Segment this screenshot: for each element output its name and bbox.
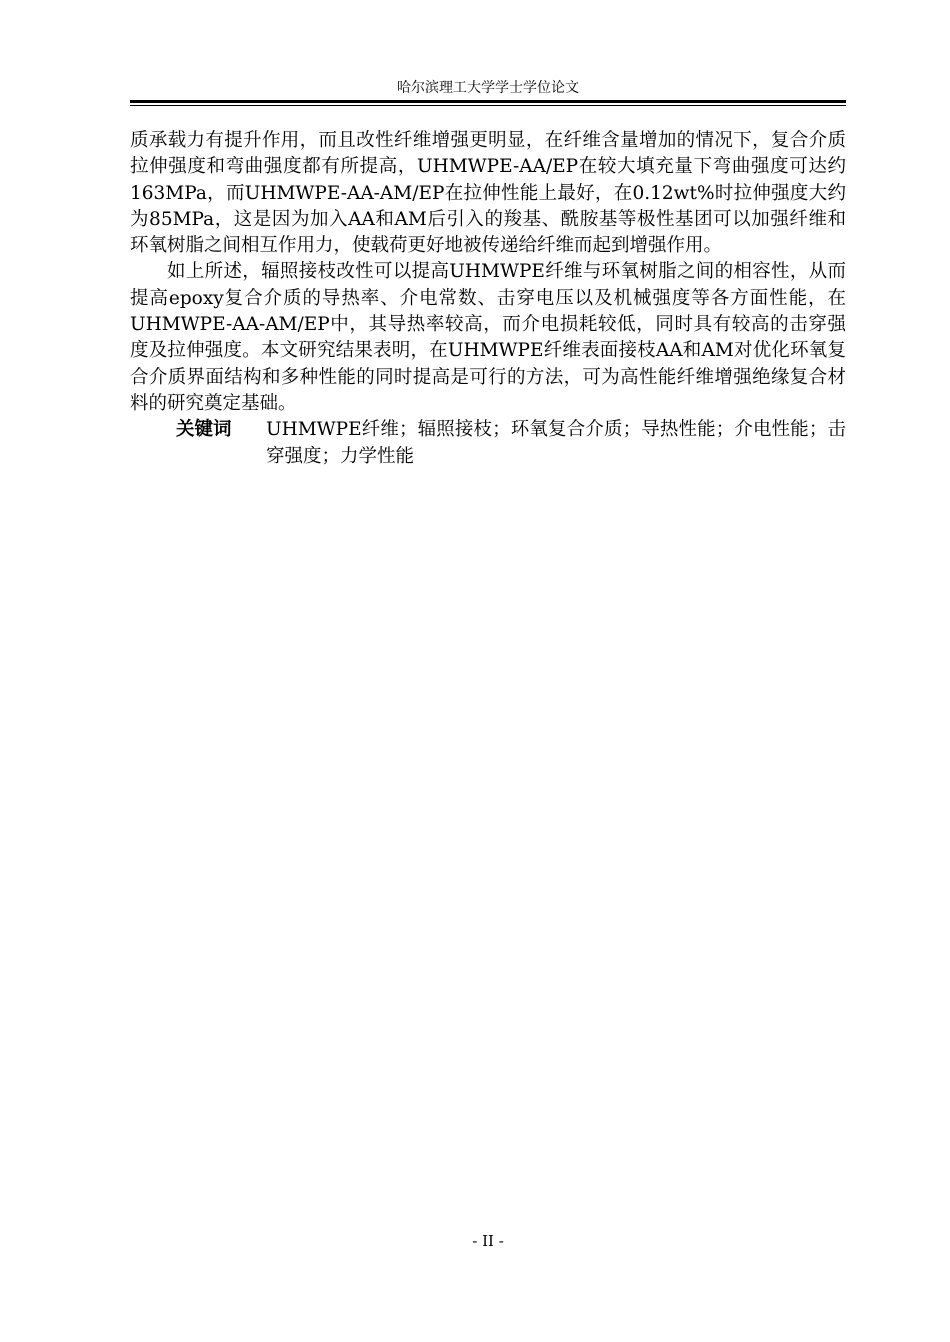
paragraph-conclusion: 如上所述，辐照接枝改性可以提高UHMWPE纤维与环氧树脂之间的相容性，从而提高epoxy复合介质的导热率、介电常数、击穿电压以及机械强度等各方面性能，在UHMWPE-AA-AM/EP中，其导热率较高，而介电损耗较低，同时具有较高的击穿强度及拉伸强度。本文研究结果表明，在UHMWPE纤维表面接枝AA和AM对优化环氧复合介质界面结构和多种性能的同时提高是可行的方法，可为高性能纤维增强绝缘复合材料的研究奠定基础。 — [130, 261, 846, 414]
page-number: - II - — [472, 1232, 504, 1250]
running-header: 哈尔滨理工大学学士学位论文 — [397, 80, 579, 96]
header-rule-thick — [130, 100, 846, 103]
keywords-block — [130, 417, 846, 470]
keywords-text: UHMWPE纤维；辐照接枝；环氧复合介质；导热性能；介电性能；击穿强度；力学性能 — [266, 419, 846, 467]
paragraph-continuation: 质承载力有提升作用，而且改性纤维增强更明显，在纤维含量增加的情况下，复合介质拉伸强度和弯曲强度都有所提高，UHMWPE-AA/EP在较大填充量下弯曲强度可达约163MPa，而UHMWPE-AA-AM/EP在拉伸性能上最好，在0.12wt%时拉伸强度大约为85MPa，这是因为加入AA和AM后引入的羧基、酰胺基等极性基团可以加强纤维和环氧树脂之间相互作用力，使载荷更好地被传递给纤维而起到增强作用。 — [130, 130, 846, 257]
keywords-label: 关键词 — [176, 419, 232, 441]
header-rule-thin — [130, 105, 846, 106]
abstract-body — [130, 128, 846, 470]
